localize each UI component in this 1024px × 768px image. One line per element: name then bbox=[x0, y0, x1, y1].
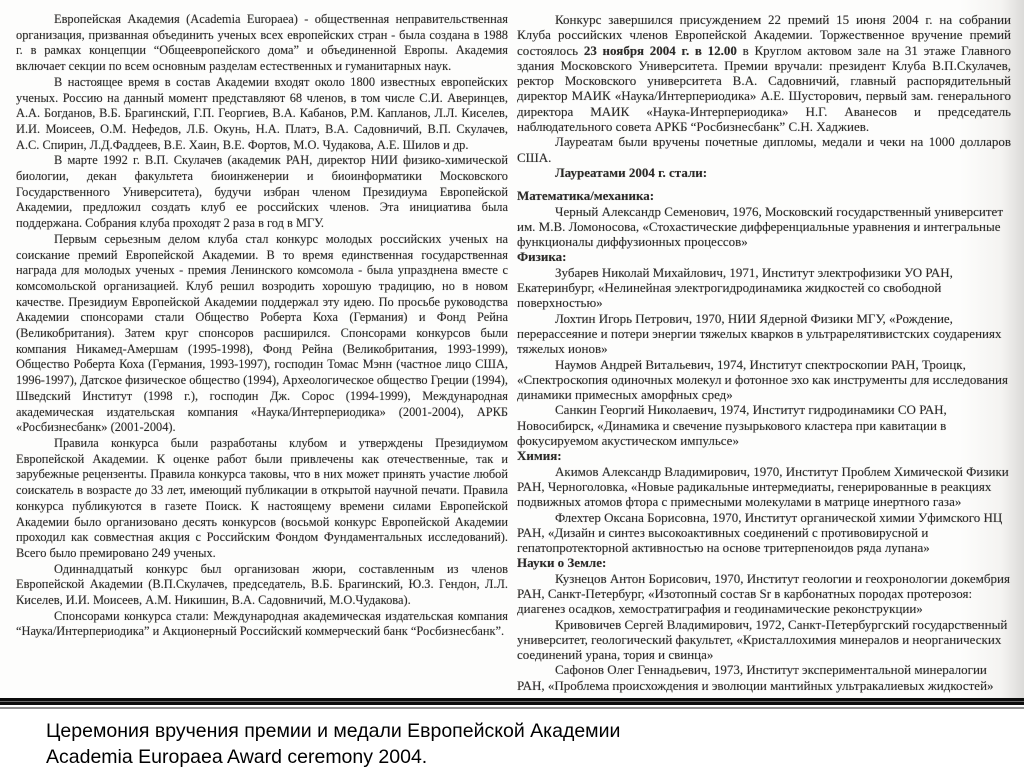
laureate-entry: Флехтер Оксана Борисовна, 1970, Институт органической химии Уфимского НЦ РАН, «Дизайн и синтез высокоактивных соединений с противовирусной и гепатопротекторной активностью на основе тритерпеноидов ряда лупана» bbox=[517, 509, 1003, 556]
laureate-sections bbox=[517, 188, 1011, 693]
laureate-entry: Черный Александр Семенович, 1976, Московский государственный университет им. М.В. Ломоносова, «Стохастические дифференциальные уравнения и интегральные функционалы диффузионных процессов» bbox=[517, 203, 1003, 250]
left-paragraph: В настоящее время в состав Академии входят около 1800 известных европейских ученых. Россию на данный момент представляют 68 членов, в том числе С.И. Аверинцев, А.А. Богданов, В.Б. Брагинский, Г.П. Георгиев, В.А. Кабанов, Р.М. Капланов, Л.Л. Киселев, И.И. Моисеев, О.М. Нефедов, Л.Б. Окунь, Н.А. Платэ, В.А. Садовничий, В.П. Скулачев, А.С. Спирин, Л.Д.Фаддеев, В.Е. Хаин, В.Е. Фортов, М.О. Чудакова, А.Е. Шилов и др. bbox=[16, 74, 508, 152]
laureates-heading: Лауреатами 2004 г. стали: bbox=[555, 164, 708, 180]
laureate-entry: Акимов Александр Владимирович, 1970, Институт Проблем Химической Физики РАН, Черноголовка, «Новые радикальные интермедиаты, генерированные в реакциях подвижных атомов фтора с примесными молекулами в матрице инертного газа» bbox=[517, 463, 1009, 510]
laureate-entry: Кузнецов Антон Борисович, 1970, Институт геологии и геохронологии докембрия РАН, Санкт-Петербург, «Изотопный состав Sr в карбонатных породах протерозоя: диагенез осадков, хемостратиграфия и геодинамические реконструкции» bbox=[517, 570, 1010, 617]
left-paragraph: Одиннадцатый конкурс был организован жюри, составленным из членов Европейской Академии (В.П.Скулачев, председатель, В.Б. Брагинский, Ю.З. Гендон, Л.Л. Киселев, И.И. Моисеев, А.М. Никишин, В.А. Садовничий, М.О.Чудакова). bbox=[16, 561, 508, 608]
laureate-entry: Наумов Андрей Витальевич, 1974, Институт спектроскопии РАН, Троицк, «Спектроскопия одиночных молекул и фотонное эхо как инструменты для исследования динамики примесных аморфных сред» bbox=[517, 356, 1008, 403]
right-column bbox=[517, 12, 1011, 696]
laureate-entry: Санкин Георгий Николаевич, 1974, Институт гидродинамики СО РАН, Новосибирск, «Динамика и свечение пузырькового кластера при кавитации в фокусируемом акустическом импульсе» bbox=[517, 402, 947, 449]
left-paragraph: В марте 1992 г. В.П. Скулачев (академик РАН, директор НИИ физико-химической биологии, декан факультета биоинженерии и биоинформатики Московского Государственного Университета), будучи избран членом Президиума Европейской Академии, предложил создать клуб ее российских членов. Эта инициатива была поддержана. Собрания клуба проходят 2 раза в год в МГУ. bbox=[16, 153, 508, 231]
section-divider bbox=[0, 698, 1024, 712]
left-paragraph: Правила конкурса были разработаны клубом и утверждены Президиумом Европейской Академии. К оценке работ были привлечены как отечественные, так и зарубежные рецензенты. Правила конкурса таковы, что в них может принять участие любой соискатель в возрасте до 33 лет, имеющий публикации в открытой научной печати. Правила конкурса публикуются в газете Поиск. К настоящему времени силами Европейской Академии было организовано десять конкурсов (восьмой конкурс Европейской Академии проходил как совместная акция с Российским Фондом Фундаментальных исследований). Всего было премировано 249 ученых. bbox=[16, 435, 508, 560]
right-paragraph-awards: Лауреатам были вручены почетные дипломы, медали и чеки на 1000 долларов США. bbox=[517, 134, 1011, 165]
laureate-entry: Лохтин Игорь Петрович, 1970, НИИ Ядерной Физики МГУ, «Рождение, перерассеяние и потери энергии тяжелых кварков в ультрарелятивистских соударениях тяжелых ионов» bbox=[517, 310, 1002, 357]
left-paragraph: Европейская Академия (Academia Europaea) - общественная неправительственная организация, призванная объединить ученых всех европейских стран - была создана в 1988 г. в рамках концепции “Общеевропейского дома” и объединенной Европы. Академия включает секции по всем основным разделам естественных и гуманитарных наук. bbox=[16, 12, 508, 74]
ceremony-text-end: в Круглом актовом зале на 31 этаже Главного здания Московского Университета. Премии вручали: президент Клуба В.П.Скулачев, ректор Московского университета В.А. Садовничий, главный распорядительный директор МАИК «Наука/Интерпериодика» А.Е. Шусторович, первый зам. генерального директора МАИК «Наука-Интерпериодика» Н.Г. Аванесов и председатель наблюдательного совета АРКБ “Росбизнесбанк” С.Н. Хаджиев. bbox=[517, 42, 1011, 135]
section-heading: Науки о Земле: bbox=[517, 555, 607, 571]
section-heading: Физика: bbox=[517, 249, 567, 265]
section-heading: Математика/механика: bbox=[517, 188, 655, 204]
left-paragraph: Спонсорами конкурса стали: Международная академическая издательская компания “Наука/Интерпериодика” и Акционерный Российский коммерческий банк “Росбизнесбанк”. bbox=[16, 608, 508, 639]
left-column bbox=[16, 12, 508, 696]
laureate-entry: Сафонов Олег Геннадьевич, 1973, Институт экспериментальной минералогии РАН, «Проблема происхождения и эволюции мантийных ультракалиевых жидкостей» bbox=[517, 662, 994, 693]
section-heading: Химия: bbox=[517, 448, 562, 464]
caption-line-en: Academia Europaea Award ceremony 2004. bbox=[46, 746, 428, 768]
caption-line-ru: Церемония вручения премии и медали Европейской Академии bbox=[46, 720, 621, 742]
laureate-entry: Кривовичев Сергей Владимирович, 1972, Санкт-Петербургский государственный университет, геологический факультет, «Кристаллохимия минералов и неорганических соединений урана, тория и свинца» bbox=[517, 616, 1008, 663]
right-paragraph-ceremony bbox=[517, 12, 1011, 134]
ceremony-text-start: Конкурс завершился присуждением 22 премий 15 июня 2004 г. на собрании Клуба российских членов Европейской Академии. Торжественное вручение премий состоялось bbox=[517, 12, 1011, 58]
laureate-entry: Зубарев Николай Михайлович, 1971, Институт электрофизики УО РАН, Екатеринбург, «Нелинейная электрогидродинамика жидкостей со свободной поверхностью» bbox=[517, 264, 953, 311]
left-paragraph: Первым серьезным делом клуба стал конкурс молодых российских ученых на соискание премий Европейской Академии. В то время единственная государственная награда для молодых ученых - премия Ленинского комсомола - была упразднена вместе с комсомольской организацией. Клуб решил возродить хорошую традицию, но в новом качестве. Президиум Европейской Академии поддержал эту идею. По просьбе руководства Академии спонсорами стали Общество Роберта Коха (Германия) и Фонд Рейна (Великобритания). Затем круг спонсоров расширился. Спонсорами конкурсов были компания Никамед-Амершам (1995-1998), Фонд Рейна (Великобритания, 1993-1999), Общество Роберта Коха (Германия, 1993-1997), господин Томас Мэнн (частное лицо США, 1996-1997), Датское физическое общество (1994), Археологическое общество Греции (1994), Шведский Институт (1998 г.), господин Дж. Сорос (1994-1999), Международная академическая издательская компания «Наука/Интерпериодика» (2001-2004), АРКБ «Росбизнесбанк» (2001-2004). bbox=[16, 231, 508, 435]
caption bbox=[0, 712, 1024, 768]
ceremony-date-bold: 23 ноября 2004 г. в 12.00 bbox=[583, 42, 737, 58]
